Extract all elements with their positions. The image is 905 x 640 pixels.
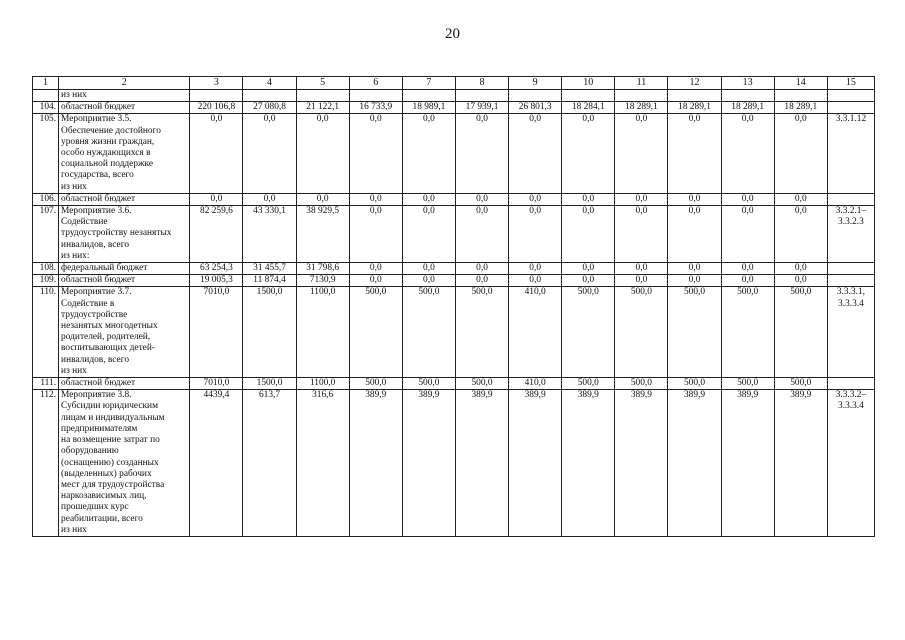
indicator-code — [827, 263, 874, 275]
value-cell: 500,0 — [615, 287, 668, 378]
value-cell: 0,0 — [402, 275, 455, 287]
value-cell: 0,0 — [296, 114, 349, 193]
value-cell: 500,0 — [668, 287, 721, 378]
value-cell: 0,0 — [402, 263, 455, 275]
indicator-code: 3.3.1.12 — [827, 114, 874, 193]
column-header-2: 2 — [59, 77, 190, 90]
value-cell: 0,0 — [668, 206, 721, 263]
value-cell: 0,0 — [615, 193, 668, 205]
value-cell — [562, 90, 615, 102]
table-row — [33, 287, 875, 378]
value-cell: 16 733,9 — [349, 102, 402, 114]
value-cell: 500,0 — [349, 378, 402, 390]
indicator-code: 3.3.3.1, 3.3.3.4 — [827, 287, 874, 378]
indicator-code — [827, 275, 874, 287]
value-cell: 0,0 — [402, 193, 455, 205]
value-cell: 389,9 — [615, 390, 668, 537]
value-cell: 0,0 — [774, 263, 827, 275]
value-cell: 500,0 — [774, 378, 827, 390]
row-description: Мероприятие 3.6. Содействие трудоустройству незанятых инвалидов, всего из них: — [59, 206, 190, 263]
indicator-code — [827, 193, 874, 205]
value-cell: 500,0 — [774, 287, 827, 378]
value-cell: 0,0 — [455, 206, 508, 263]
value-cell: 0,0 — [190, 114, 243, 193]
value-cell: 0,0 — [455, 193, 508, 205]
value-cell: 18 989,1 — [402, 102, 455, 114]
value-cell — [296, 90, 349, 102]
page-number: 20 — [445, 26, 460, 42]
table-row — [33, 102, 875, 114]
row-number: 106. — [33, 193, 59, 205]
value-cell: 389,9 — [349, 390, 402, 537]
value-cell — [402, 90, 455, 102]
table-row — [33, 263, 875, 275]
value-cell: 0,0 — [615, 114, 668, 193]
value-cell: 389,9 — [774, 390, 827, 537]
value-cell: 0,0 — [296, 193, 349, 205]
value-cell — [774, 90, 827, 102]
row-number: 104. — [33, 102, 59, 114]
value-cell: 500,0 — [668, 378, 721, 390]
indicator-code: 3.3.3.2– 3.3.3.4 — [827, 390, 874, 537]
value-cell: 0,0 — [615, 263, 668, 275]
value-cell: 26 801,3 — [509, 102, 562, 114]
indicator-code — [827, 378, 874, 390]
value-cell: 0,0 — [509, 206, 562, 263]
value-cell: 220 106,8 — [190, 102, 243, 114]
column-header-14: 14 — [774, 77, 827, 90]
row-number: 110. — [33, 287, 59, 378]
value-cell: 613,7 — [243, 390, 296, 537]
value-cell: 0,0 — [402, 206, 455, 263]
row-number — [33, 90, 59, 102]
column-header-5: 5 — [296, 77, 349, 90]
row-description: областной бюджет — [59, 102, 190, 114]
column-header-1: 1 — [33, 77, 59, 90]
value-cell: 17 939,1 — [455, 102, 508, 114]
value-cell — [721, 90, 774, 102]
value-cell: 0,0 — [562, 114, 615, 193]
value-cell: 82 259,6 — [190, 206, 243, 263]
value-cell: 18 289,1 — [774, 102, 827, 114]
value-cell: 38 929,5 — [296, 206, 349, 263]
value-cell: 0,0 — [243, 114, 296, 193]
column-header-row — [33, 77, 875, 90]
value-cell: 0,0 — [774, 114, 827, 193]
value-cell: 500,0 — [721, 287, 774, 378]
value-cell: 389,9 — [562, 390, 615, 537]
value-cell: 0,0 — [509, 193, 562, 205]
value-cell: 0,0 — [349, 193, 402, 205]
value-cell: 0,0 — [455, 275, 508, 287]
value-cell: 0,0 — [721, 263, 774, 275]
column-header-11: 11 — [615, 77, 668, 90]
value-cell: 410,0 — [509, 378, 562, 390]
value-cell: 316,6 — [296, 390, 349, 537]
value-cell: 7130,9 — [296, 275, 349, 287]
value-cell: 500,0 — [349, 287, 402, 378]
value-cell: 0,0 — [349, 275, 402, 287]
value-cell: 389,9 — [668, 390, 721, 537]
row-description: из них — [59, 90, 190, 102]
row-number: 108. — [33, 263, 59, 275]
value-cell: 27 080,8 — [243, 102, 296, 114]
value-cell: 0,0 — [615, 206, 668, 263]
value-cell — [243, 90, 296, 102]
value-cell: 389,9 — [509, 390, 562, 537]
value-cell: 0,0 — [615, 275, 668, 287]
value-cell: 0,0 — [668, 263, 721, 275]
value-cell: 19 005,3 — [190, 275, 243, 287]
value-cell: 500,0 — [562, 287, 615, 378]
value-cell: 0,0 — [349, 114, 402, 193]
value-cell: 410,0 — [509, 287, 562, 378]
value-cell: 500,0 — [402, 287, 455, 378]
value-cell: 0,0 — [190, 193, 243, 205]
value-cell: 0,0 — [774, 206, 827, 263]
row-number: 105. — [33, 114, 59, 193]
row-description: областной бюджет — [59, 275, 190, 287]
value-cell — [455, 90, 508, 102]
value-cell: 0,0 — [721, 114, 774, 193]
value-cell: 0,0 — [349, 206, 402, 263]
indicator-code — [827, 102, 874, 114]
value-cell: 0,0 — [721, 193, 774, 205]
value-cell: 500,0 — [562, 378, 615, 390]
row-description: Мероприятие 3.5. Обеспечение достойного уровня жизни граждан, особо нуждающихся в социальной поддержке государства, всего из них — [59, 114, 190, 193]
table-row — [33, 206, 875, 263]
table-row — [33, 390, 875, 537]
value-cell: 0,0 — [562, 263, 615, 275]
column-header-8: 8 — [455, 77, 508, 90]
value-cell: 500,0 — [402, 378, 455, 390]
row-number: 111. — [33, 378, 59, 390]
column-header-12: 12 — [668, 77, 721, 90]
value-cell: 0,0 — [243, 193, 296, 205]
value-cell: 389,9 — [402, 390, 455, 537]
value-cell: 0,0 — [562, 206, 615, 263]
row-description: Мероприятие 3.7. Содействие в трудоустройстве незанятых многодетных родителей, родителей, воспитывающих детей- инвалидов, всего из них — [59, 287, 190, 378]
column-header-4: 4 — [243, 77, 296, 90]
value-cell: 18 289,1 — [615, 102, 668, 114]
value-cell: 18 289,1 — [668, 102, 721, 114]
column-header-10: 10 — [562, 77, 615, 90]
value-cell: 0,0 — [721, 206, 774, 263]
value-cell: 1500,0 — [243, 287, 296, 378]
value-cell: 11 874,4 — [243, 275, 296, 287]
value-cell: 7010,0 — [190, 378, 243, 390]
table-row — [33, 378, 875, 390]
column-header-13: 13 — [721, 77, 774, 90]
value-cell: 63 254,3 — [190, 263, 243, 275]
table-row — [33, 275, 875, 287]
value-cell: 0,0 — [668, 114, 721, 193]
row-description: Мероприятие 3.8. Субсидии юридическим лицам и индивидуальным предпринимателям на возмещение затрат по оборудованию (оснащению) созданных (выделенных) рабочих мест для трудоустройства наркозависимых лиц, прошедших курс реабилитации, всего из них — [59, 390, 190, 537]
value-cell — [509, 90, 562, 102]
value-cell: 0,0 — [402, 114, 455, 193]
row-number: 107. — [33, 206, 59, 263]
value-cell: 0,0 — [721, 275, 774, 287]
value-cell: 31 798,6 — [296, 263, 349, 275]
value-cell: 7010,0 — [190, 287, 243, 378]
row-description: федеральный бюджет — [59, 263, 190, 275]
value-cell: 0,0 — [349, 263, 402, 275]
value-cell — [615, 90, 668, 102]
value-cell: 0,0 — [668, 193, 721, 205]
value-cell — [349, 90, 402, 102]
value-cell: 389,9 — [721, 390, 774, 537]
value-cell: 21 122,1 — [296, 102, 349, 114]
value-cell — [190, 90, 243, 102]
value-cell: 0,0 — [668, 275, 721, 287]
value-cell: 1100,0 — [296, 378, 349, 390]
value-cell: 18 289,1 — [721, 102, 774, 114]
table-row — [33, 193, 875, 205]
value-cell: 0,0 — [509, 275, 562, 287]
table-body — [33, 90, 875, 537]
value-cell: 0,0 — [774, 275, 827, 287]
row-number: 109. — [33, 275, 59, 287]
value-cell: 0,0 — [562, 193, 615, 205]
value-cell: 0,0 — [562, 275, 615, 287]
value-cell: 0,0 — [455, 263, 508, 275]
value-cell: 500,0 — [455, 378, 508, 390]
table-row — [33, 90, 875, 102]
value-cell: 18 284,1 — [562, 102, 615, 114]
column-header-9: 9 — [509, 77, 562, 90]
column-header-15: 15 — [827, 77, 874, 90]
value-cell: 389,9 — [455, 390, 508, 537]
value-cell: 0,0 — [774, 193, 827, 205]
indicator-code — [827, 90, 874, 102]
value-cell: 43 330,1 — [243, 206, 296, 263]
row-description: областной бюджет — [59, 193, 190, 205]
table-row — [33, 114, 875, 193]
value-cell: 0,0 — [509, 263, 562, 275]
value-cell: 1100,0 — [296, 287, 349, 378]
column-header-3: 3 — [190, 77, 243, 90]
value-cell: 31 455,7 — [243, 263, 296, 275]
row-description: областной бюджет — [59, 378, 190, 390]
value-cell: 500,0 — [721, 378, 774, 390]
value-cell: 1500,0 — [243, 378, 296, 390]
value-cell: 500,0 — [455, 287, 508, 378]
indicator-code: 3.3.2.1– 3.3.2.3 — [827, 206, 874, 263]
value-cell: 0,0 — [455, 114, 508, 193]
value-cell — [668, 90, 721, 102]
value-cell: 0,0 — [509, 114, 562, 193]
row-number: 112. — [33, 390, 59, 537]
value-cell: 4439,4 — [190, 390, 243, 537]
column-header-7: 7 — [402, 77, 455, 90]
column-header-6: 6 — [349, 77, 402, 90]
budget-table — [32, 76, 875, 537]
value-cell: 500,0 — [615, 378, 668, 390]
